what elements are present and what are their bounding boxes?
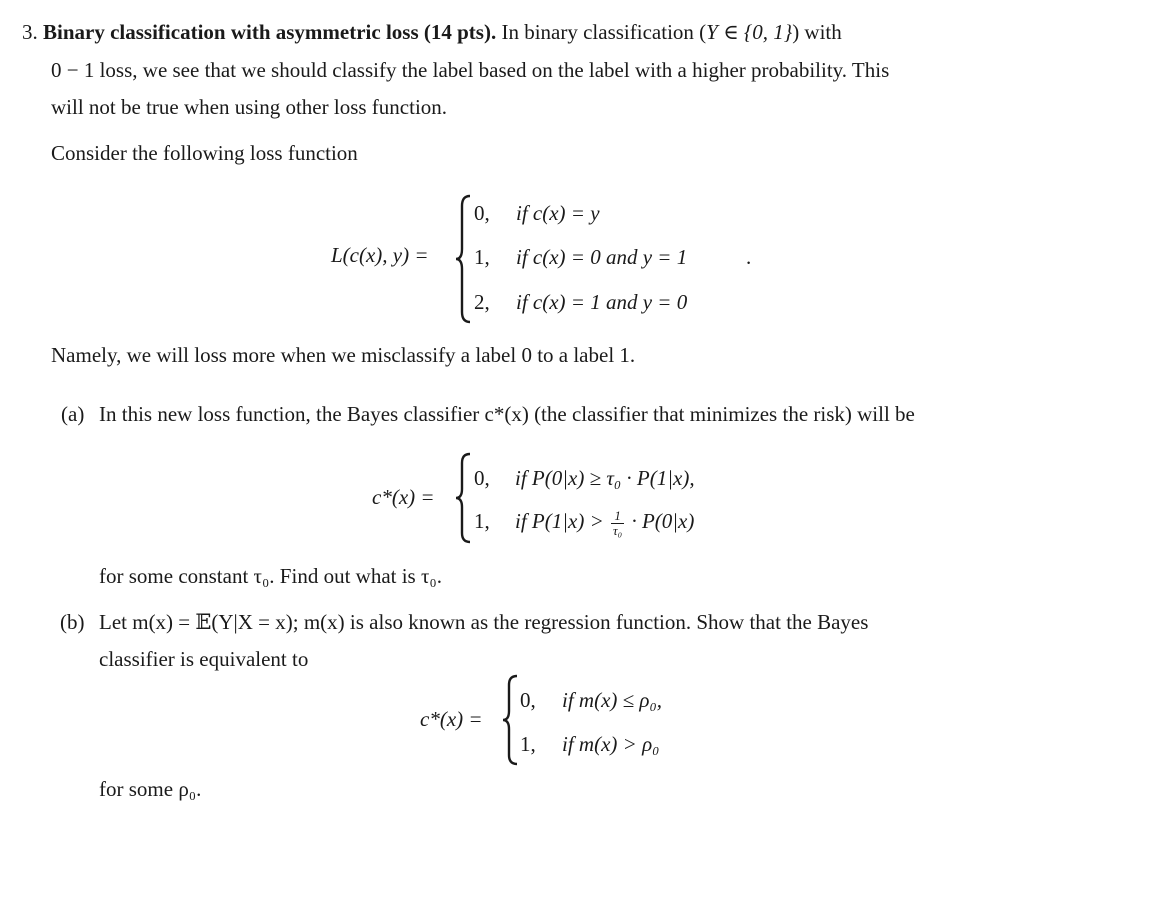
intro-line1: In binary classification ( (501, 20, 707, 44)
part-b-text-line2: classifier is equivalent to (99, 647, 309, 671)
part-b-brace (499, 674, 521, 766)
loss-row3-value: 2, (474, 290, 490, 314)
part-a-row1-value: 0, (474, 466, 490, 490)
loss-row3-cond: if c(x) = 1 and y = 0 (516, 290, 688, 314)
part-b-lhs: c*(x) = (420, 707, 483, 731)
fraction-denominator: τ₀ (613, 522, 623, 538)
loss-brace (452, 194, 474, 324)
loss-lhs: L(c(x), y) = (331, 243, 429, 267)
intro-line1-tail: ) with (792, 20, 842, 44)
part-a-row2-cond-pre: if P(1|x) > (515, 509, 604, 533)
part-a-fraction (611, 509, 624, 537)
part-b-row1-cond: if m(x) ≤ ρ₀, (562, 688, 663, 712)
loss-row2-value: 1, (474, 245, 490, 269)
part-a-after: for some constant τ₀. Find out what is τ₀. (99, 564, 442, 588)
problem-header (22, 20, 842, 45)
loss-row1-cond: if c(x) = y (516, 201, 600, 225)
intro-line3: will not be true when using other loss function. (51, 95, 448, 119)
problem-title: Binary classification with asymmetric loss (14 pts). (43, 20, 497, 44)
part-b-label: (b) (60, 610, 85, 634)
part-b-row2-cond: if m(x) > ρ₀ (562, 732, 660, 756)
part-b-row2-value: 1, (520, 732, 536, 756)
loss-row1-value: 0, (474, 201, 490, 225)
problem-number: 3. (22, 20, 38, 44)
part-b-row1-value: 0, (520, 688, 536, 712)
loss-trailing-dot: . (746, 245, 752, 269)
part-a-brace (452, 452, 474, 544)
namely-text: Namely, we will loss more when we misclassify a label 0 to a label 1. (51, 343, 636, 367)
intro-line2: 0 − 1 loss, we see that we should classify the label based on the label with a higher probability. This (51, 58, 890, 82)
part-a-text: In this new loss function, the Bayes classifier c*(x) (the classifier that minimizes the risk) will be (99, 402, 915, 426)
consider-text: Consider the following loss function (51, 141, 358, 165)
part-a-row2-value: 1, (474, 509, 490, 533)
part-a-row2-cond-post: · P(0|x) (631, 509, 695, 533)
part-a-lhs: c*(x) = (372, 485, 435, 509)
loss-row2-cond: if c(x) = 0 and y = 1 (516, 245, 688, 269)
part-a-row1-cond: if P(0|x) ≥ τ₀ · P(1|x), (515, 466, 695, 490)
part-a-row2-cond (515, 509, 694, 537)
intro-math-set: Y ∈ {0, 1} (706, 20, 793, 44)
part-b-after: for some ρ₀. (99, 777, 202, 801)
part-a-label: (a) (61, 402, 85, 426)
part-b-text-line1: Let m(x) = 𝔼(Y|X = x); m(x) is also known as the regression function. Show that the Bayes (99, 610, 869, 634)
fraction-numerator: 1 (611, 509, 624, 524)
